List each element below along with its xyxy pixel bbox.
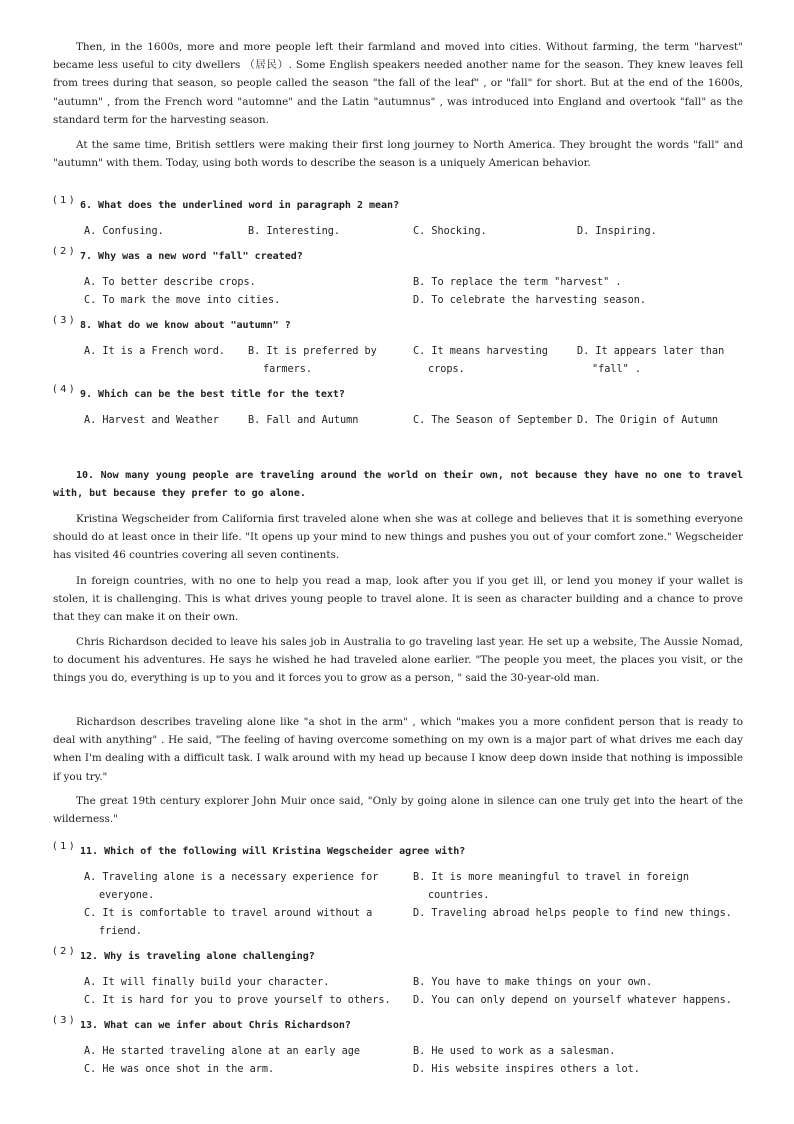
option-c[interactable]: C. To mark the move into cities. bbox=[84, 295, 281, 306]
option-b[interactable]: B. It is preferred by farmers. bbox=[248, 346, 377, 376]
option-a[interactable]: A. Traveling alone is a necessary experience for everyone. bbox=[84, 872, 379, 902]
passage1-paragraph-2: At the same time, British settlers were making their first long journey to North America. They brought the words "fall" and "autumn" with them. Today, using both words to describe the season is a uniquely American behavior. bbox=[53, 139, 743, 170]
option-d[interactable]: D. To celebrate the harvesting season. bbox=[413, 295, 647, 306]
question-number: ( 4 ) bbox=[53, 384, 74, 395]
option-b[interactable]: B. Fall and Autumn bbox=[248, 415, 359, 426]
option-d[interactable]: D. The Origin of Autumn bbox=[577, 415, 719, 426]
question-number: ( 2 ) bbox=[53, 246, 74, 257]
option-d[interactable]: D. Inspiring. bbox=[577, 226, 657, 237]
question-number: ( 1 ) bbox=[53, 841, 74, 852]
question-number: ( 1 ) bbox=[53, 195, 74, 206]
option-c[interactable]: C. He was once shot in the arm. bbox=[84, 1064, 275, 1075]
question-stem: 9. Which can be the best title for the text? bbox=[80, 389, 345, 400]
option-a[interactable]: A. It is a French word. bbox=[84, 346, 226, 357]
option-b[interactable]: B. Interesting. bbox=[248, 226, 341, 237]
passage2-paragraph-1: Kristina Wegscheider from California first traveled alone when she was at college and believes that it is something everyone should do at least once in their life. "It opens up your mind to new things and pushes you out of your comfort zone." Wegscheider has visited 46 countries covering all seven continents. bbox=[53, 513, 743, 562]
passage2-intro: 10. Now many young people are traveling around the world on their own, not because they have no one to travel with, but because they prefer to go alone. bbox=[53, 470, 743, 500]
option-a[interactable]: A. It will finally build your character. bbox=[84, 977, 330, 988]
question-stem: 13. What can we infer about Chris Richardson? bbox=[80, 1020, 351, 1031]
passage2-paragraph-4: Richardson describes traveling alone like "a shot in the arm" , which "makes you a more confident person that is ready to deal with anything" . He said, "The feeling of having overcome something on my own is a major part of what drives me each day when I'm dealing with a difficult task. I walk around with my head up because I know deep down inside that nothing is impossible if you try." bbox=[53, 716, 743, 783]
question-stem: 7. Why was a new word "fall" created? bbox=[80, 251, 303, 262]
option-a[interactable]: A. Confusing. bbox=[84, 226, 164, 237]
passage2-paragraph-5: The great 19th century explorer John Muir once said, "Only by going alone in silence can one truly get into the heart of the wilderness." bbox=[53, 795, 743, 826]
question-stem: 11. Which of the following will Kristina Wegscheider agree with? bbox=[80, 846, 466, 857]
passage1-paragraph-1: Then, in the 1600s, more and more people left their farmland and moved into cities. Without farming, the term "harvest" became less useful to city dwellers （居民）. Some English speakers needed another name for the season. They knew leaves fell from trees during that season, so people called the season "the fall of the leaf" , or "fall" for short. But at the end of the 1600s, "autumn" , from the French word "automne" and the Latin "autumnus" , was introduced into England and overtook "fall" as the standard term for the harvesting season. bbox=[53, 41, 743, 126]
question-number: ( 2 ) bbox=[53, 946, 74, 957]
option-a[interactable]: A. To better describe crops. bbox=[84, 277, 256, 288]
option-a[interactable]: A. He started traveling alone at an early age bbox=[84, 1046, 361, 1057]
option-d[interactable]: D. It appears later than "fall" . bbox=[577, 346, 725, 376]
option-c[interactable]: C. It is comfortable to travel around without a friend. bbox=[84, 908, 373, 938]
option-a[interactable]: A. Harvest and Weather bbox=[84, 415, 219, 426]
option-d[interactable]: D. Traveling abroad helps people to find new things. bbox=[413, 908, 732, 919]
option-c[interactable]: C. It is hard for you to prove yourself to others. bbox=[84, 995, 391, 1006]
passage2-paragraph-3: Chris Richardson decided to leave his sales job in Australia to go traveling last year. He set up a website, The Aussie Nomad, to document his adventures. He says he wished he had traveled alone earlier. "The people you meet, the places you visit, or the things you do, everything is up to you and it forces you to grow as a person, " said the 30-year-old man. bbox=[53, 636, 743, 685]
option-d[interactable]: D. You can only depend on yourself whatever happens. bbox=[413, 995, 732, 1006]
option-b[interactable]: B. You have to make things on your own. bbox=[413, 977, 653, 988]
option-c[interactable]: C. It means harvesting crops. bbox=[413, 346, 548, 376]
question-number: ( 3 ) bbox=[53, 315, 74, 326]
passage2-paragraph-2: In foreign countries, with no one to help you read a map, look after you if you get ill, or lend you money if your wallet is stolen, it is challenging. This is what drives young people to travel alone. It is seen as character building and a chance to prove that they can make it on their own. bbox=[53, 575, 743, 624]
question-stem: 12. Why is traveling alone challenging? bbox=[80, 951, 315, 962]
question-stem: 8. What do we know about "autumn" ? bbox=[80, 320, 291, 331]
question-number: ( 3 ) bbox=[53, 1015, 74, 1026]
question-stem: 6. What does the underlined word in paragraph 2 mean? bbox=[80, 200, 400, 211]
option-b[interactable]: B. It is more meaningful to travel in foreign countries. bbox=[413, 872, 690, 902]
option-d[interactable]: D. His website inspires others a lot. bbox=[413, 1064, 640, 1075]
option-c[interactable]: C. Shocking. bbox=[413, 226, 487, 237]
option-b[interactable]: B. To replace the term "harvest" . bbox=[413, 277, 622, 288]
option-b[interactable]: B. He used to work as a salesman. bbox=[413, 1046, 616, 1057]
option-c[interactable]: C. The Season of September bbox=[413, 415, 573, 426]
